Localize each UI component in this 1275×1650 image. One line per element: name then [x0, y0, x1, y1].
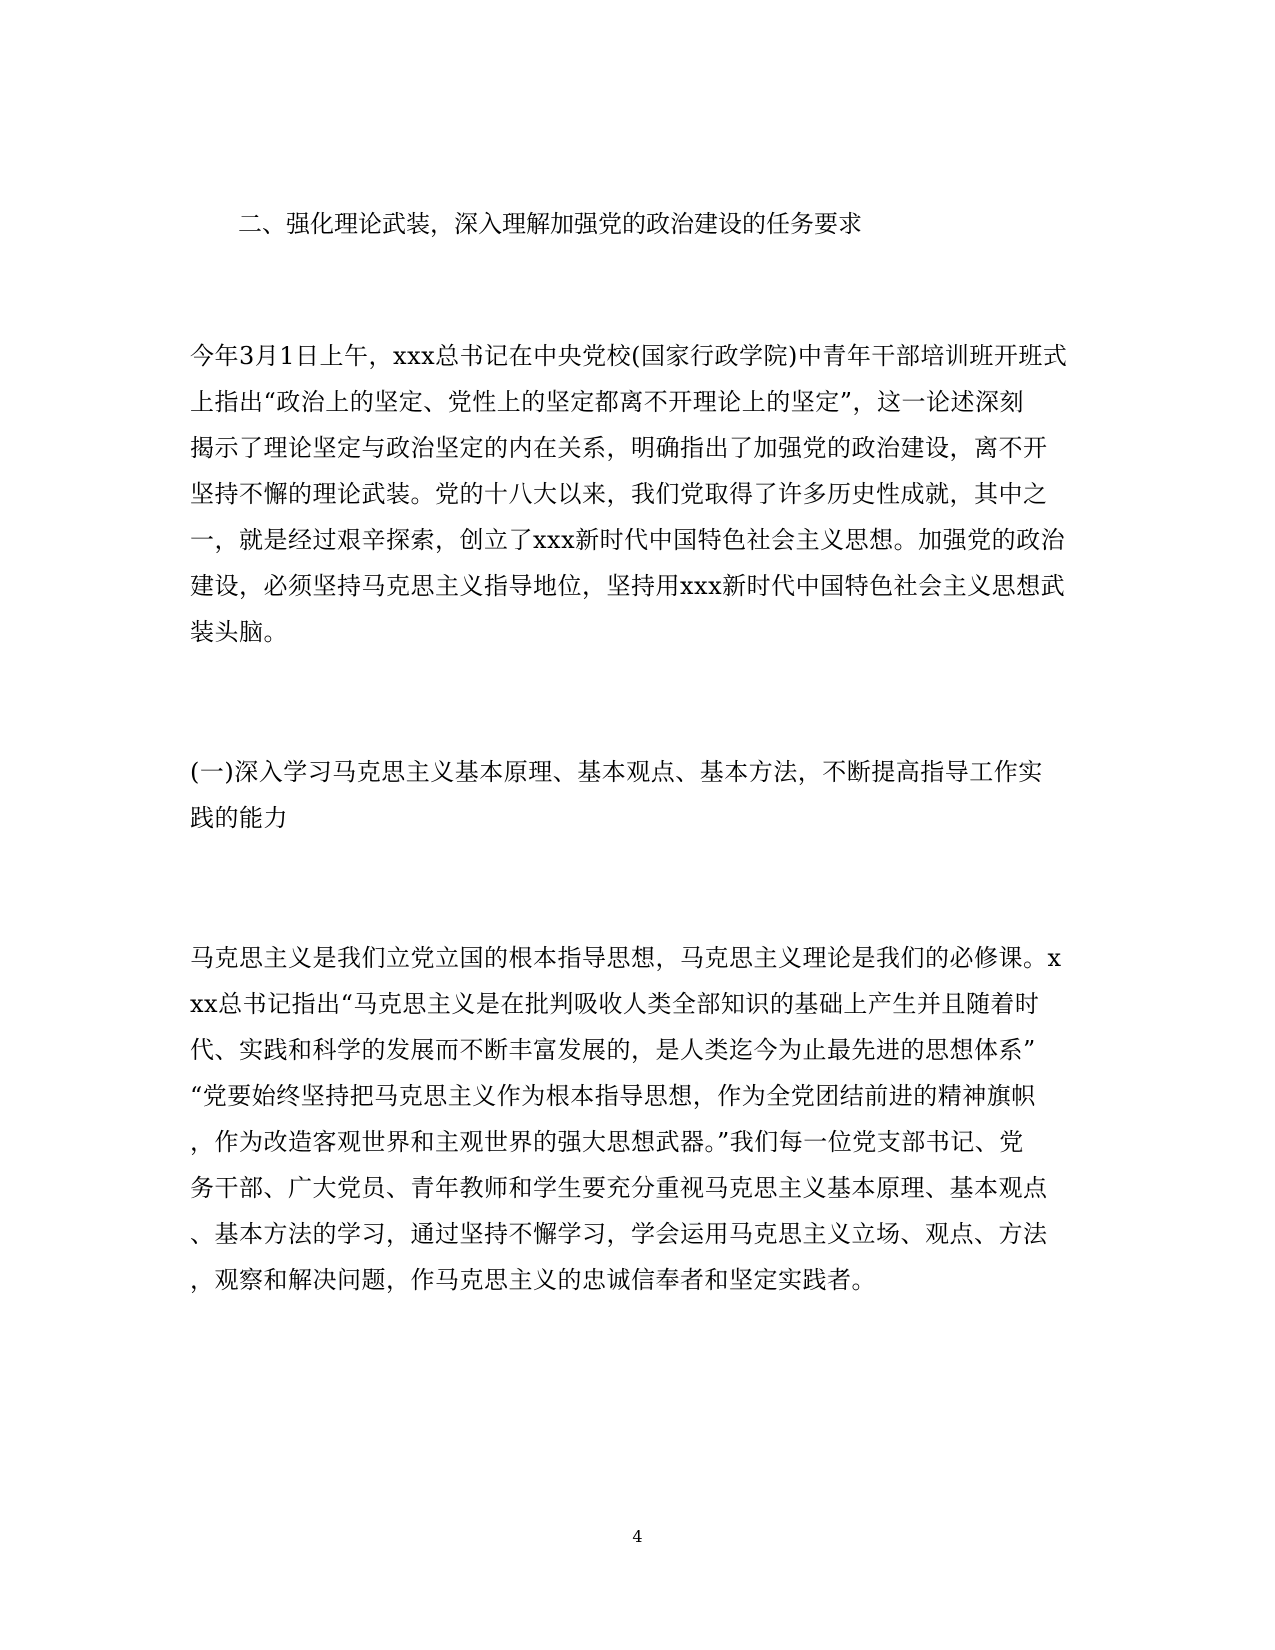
subheading-line: (一)深入学习马克思主义基本原理、基本观点、基本方法，不断提高指导工作实 [190, 758, 1043, 786]
paragraph-line: 上指出“政治上的坚定、党性上的坚定都离不开理论上的坚定”，这一论述深刻 [190, 388, 1025, 416]
paragraph-line: ，作为改造客观世界和主观世界的强大思想武器。”我们每一位党支部书记、党 [190, 1128, 1024, 1156]
paragraph-line: xx总书记指出“马克思主义是在批判吸收人类全部知识的基础上产生并且随着时 [190, 990, 1040, 1018]
paragraph-line: 代、实践和科学的发展而不断丰富发展的，是人类迄今为止最先进的思想体系” [190, 1036, 1036, 1064]
paragraph-line: “党要始终坚持把马克思主义作为根本指导思想，作为全党团结前进的精神旗帜 [190, 1082, 1036, 1110]
paragraph-line: 今年3月1日上午，xxx总书记在中央党校(国家行政学院)中青年干部培训班开班式 [190, 342, 1068, 370]
subheading-line: 践的能力 [190, 804, 288, 832]
paragraph-line: 揭示了理论坚定与政治坚定的内在关系，明确指出了加强党的政治建设，离不开 [190, 434, 1048, 462]
paragraph-line: 一，就是经过艰辛探索，创立了xxx新时代中国特色社会主义思想。加强党的政治 [190, 526, 1066, 554]
paragraph-line: 建设，必须坚持马克思主义指导地位，坚持用xxx新时代中国特色社会主义思想武 [190, 572, 1066, 600]
paragraph-line: 务干部、广大党员、青年教师和学生要充分重视马克思主义基本原理、基本观点 [190, 1174, 1048, 1202]
page-number: 4 [632, 1527, 643, 1546]
paragraph-line: 马克思主义是我们立党立国的根本指导思想，马克思主义理论是我们的必修课。x [190, 944, 1062, 972]
paragraph-line: 坚持不懈的理论武装。党的十八大以来，我们党取得了许多历史性成就，其中之 [190, 480, 1048, 508]
section-heading: 二、强化理论武装，深入理解加强党的政治建设的任务要求 [238, 210, 862, 238]
paragraph-line: 、基本方法的学习，通过坚持不懈学习，学会运用马克思主义立场、观点、方法 [190, 1220, 1048, 1248]
paragraph-line: 装头脑。 [190, 618, 288, 646]
paragraph-line: ，观察和解决问题，作马克思主义的忠诚信奉者和坚定实践者。 [190, 1266, 876, 1294]
